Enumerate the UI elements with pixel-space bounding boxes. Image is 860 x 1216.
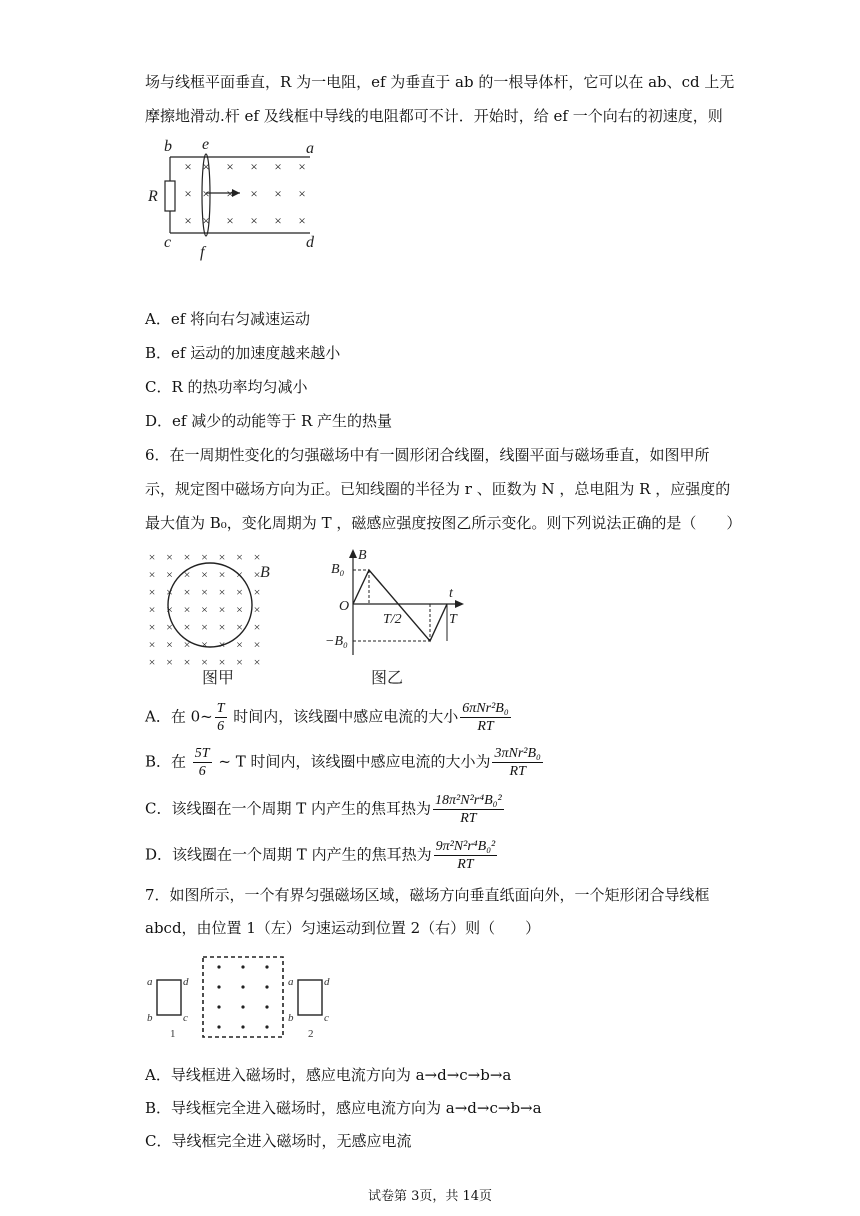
svg-text:×: × xyxy=(250,186,258,201)
svg-text:×: × xyxy=(202,213,210,228)
q5-text-line-1: 场与线框平面垂直，R 为一电阻，ef 为垂直于 ab 的一根导体杆，它可以在 ab、cd 上无 xyxy=(145,73,735,91)
svg-text:×: × xyxy=(166,550,173,564)
axis-b-label: B xyxy=(358,548,367,563)
svg-text:×: × xyxy=(166,637,173,652)
svg-text:×: × xyxy=(250,213,258,228)
label-f: f xyxy=(200,244,205,261)
svg-text:×: × xyxy=(250,159,258,174)
loop-position-1 xyxy=(157,980,181,1015)
svg-text:×: × xyxy=(236,567,243,582)
svg-text:b: b xyxy=(147,1012,153,1024)
svg-text:d: d xyxy=(183,976,189,988)
svg-text:×: × xyxy=(253,655,261,669)
svg-text:×: × xyxy=(148,655,156,669)
tick-t: T xyxy=(449,612,457,627)
svg-text:×: × xyxy=(218,637,226,652)
q6-option-d: D．该线圈在一个周期 T 内产生的焦耳热为 $\frac{\text{9π²N²r⁴B₀²}}{RT}$ xyxy=(145,839,496,872)
svg-text:×: × xyxy=(202,186,210,201)
label-c: c xyxy=(164,234,172,251)
q5-option-c: C．R 的热功率均匀减小 xyxy=(145,378,308,396)
svg-text:a: a xyxy=(288,976,294,988)
q6-option-a: A．在 0~ $\frac{T}{6}$ 时间内，该线圈中感应电流的大小 $\frac{\text{6πNr²B₀}}{RT}$ xyxy=(145,701,509,734)
svg-text:c: c xyxy=(324,1012,329,1024)
svg-text:×: × xyxy=(236,585,243,599)
svg-text:×: × xyxy=(183,550,191,564)
svg-text:×: × xyxy=(274,213,282,228)
origin-label: O xyxy=(339,599,350,614)
q6-text-line-3: 最大值为 B₀，变化周期为 T ，磁感应强度按图乙所示变化。则下列说法正确的是（ ） xyxy=(145,514,742,532)
axis-t-label: t xyxy=(449,586,453,601)
svg-text:×: × xyxy=(253,620,261,634)
svg-text:×: × xyxy=(218,585,226,599)
svg-text:×: × xyxy=(148,637,156,652)
svg-text:×: × xyxy=(236,637,243,652)
svg-text:×: × xyxy=(148,585,156,599)
svg-text:×: × xyxy=(166,655,173,669)
svg-text:×: × xyxy=(253,550,261,564)
svg-text:×: × xyxy=(183,602,191,617)
svg-text:×: × xyxy=(226,213,234,228)
q7-option-a: A．导线框进入磁场时，感应电流方向为 a→d→c→b→a xyxy=(145,1066,512,1084)
q6-option-c: C．该线圈在一个周期 T 内产生的焦耳热为 $\frac{\text{18π²N²r⁴B₀²}}{RT}$ xyxy=(145,793,502,826)
svg-text:×: × xyxy=(183,655,191,669)
svg-text:×: × xyxy=(166,602,173,617)
caption-yi: 图乙 xyxy=(370,670,404,687)
svg-text:×: × xyxy=(236,655,243,669)
svg-text:×: × xyxy=(253,585,261,599)
tick-t-half: T/2 xyxy=(383,612,402,627)
q5-text-line-2: 摩擦地滑动.杆 ef 及线框中导线的电阻都可不计．开始时，给 ef 一个向右的初速度，则 xyxy=(145,107,723,125)
svg-text:×: × xyxy=(148,620,156,634)
q6-text-line-2: 示，规定图中磁场方向为正。已知线圈的半径为 r 、匝数为 N ，总电阻为 R ，应强度的 xyxy=(145,480,731,498)
svg-text:×: × xyxy=(148,602,156,617)
svg-text:×: × xyxy=(253,567,261,582)
svg-text:×: × xyxy=(166,620,173,634)
svg-text:×: × xyxy=(201,585,208,599)
svg-text:×: × xyxy=(183,637,191,652)
rail-circuit-figure xyxy=(140,135,340,265)
svg-text:×: × xyxy=(183,585,191,599)
tick-neg-b0: −B₀ xyxy=(325,634,348,649)
resistor-r xyxy=(165,181,175,211)
loop-position-2 xyxy=(298,980,322,1015)
svg-text:×: × xyxy=(148,567,156,582)
tick-b0: B₀ xyxy=(331,562,345,577)
svg-text:×: × xyxy=(166,567,173,582)
svg-text:a: a xyxy=(147,976,153,988)
svg-text:×: × xyxy=(226,159,234,174)
svg-text:×: × xyxy=(201,620,208,634)
svg-text:×: × xyxy=(298,159,306,174)
q7-option-c: C．导线框完全进入磁场时，无感应电流 xyxy=(145,1132,412,1150)
figure-q7 xyxy=(143,955,343,1045)
svg-text:×: × xyxy=(253,637,261,652)
svg-text:×: × xyxy=(201,602,208,617)
svg-text:×: × xyxy=(201,637,208,652)
svg-text:×: × xyxy=(184,186,192,201)
svg-text:×: × xyxy=(236,550,243,564)
svg-text:×: × xyxy=(183,567,191,582)
svg-text:×: × xyxy=(218,620,226,634)
svg-text:d: d xyxy=(324,976,330,988)
svg-text:×: × xyxy=(218,655,226,669)
svg-text:c: c xyxy=(183,1012,188,1024)
figure-yi xyxy=(325,545,475,695)
svg-text:×: × xyxy=(184,159,192,174)
q7-text-line-2: abcd，由位置 1（左）匀速运动到位置 2（右）则（ ） xyxy=(145,919,541,937)
label-a: a xyxy=(306,140,314,157)
page-footer: 试卷第 3页，共 14页 xyxy=(367,1189,493,1204)
caption-jia: 图甲 xyxy=(201,670,235,687)
q5-option-d: D．ef 减少的动能等于 R 产生的热量 xyxy=(145,412,393,430)
b-field-waveform xyxy=(353,570,447,641)
label-b: b xyxy=(164,138,172,155)
svg-text:×: × xyxy=(236,602,243,617)
svg-text:×: × xyxy=(201,567,208,582)
svg-text:×: × xyxy=(166,585,173,599)
label-e: e xyxy=(202,136,210,153)
label-b-field: B xyxy=(260,564,270,581)
svg-text:×: × xyxy=(236,620,243,634)
svg-text:×: × xyxy=(183,620,191,634)
svg-text:×: × xyxy=(253,602,261,617)
svg-text:×: × xyxy=(218,567,226,582)
q5-option-a: A．ef 将向右匀减速运动 xyxy=(145,310,311,328)
label-r: R xyxy=(148,188,158,205)
q7-option-b: B．导线框完全进入磁场时，感应电流方向为 a→d→c→b→a xyxy=(145,1099,542,1117)
svg-text:×: × xyxy=(148,550,156,564)
field-region xyxy=(203,957,283,1037)
svg-text:×: × xyxy=(184,213,192,228)
svg-text:×: × xyxy=(202,159,210,174)
svg-text:×: × xyxy=(218,550,226,564)
svg-text:2: 2 xyxy=(308,1028,314,1040)
figure-jia xyxy=(140,545,290,695)
q7-text-line-1: 7．如图所示，一个有界匀强磁场区域，磁场方向垂直纸面向外，一个矩形闭合导线框 xyxy=(145,886,710,904)
svg-text:b: b xyxy=(288,1012,294,1024)
svg-text:×: × xyxy=(298,186,306,201)
svg-text:1: 1 xyxy=(170,1028,176,1040)
svg-text:×: × xyxy=(274,159,282,174)
svg-text:×: × xyxy=(201,655,208,669)
q6-text-line-1: 6．在一周期性变化的匀强磁场中有一圆形闭合线圈，线圈平面与磁场垂直，如图甲所 xyxy=(145,446,710,464)
label-d: d xyxy=(306,234,314,251)
q6-option-b: B．在 $\frac{5T}{6}$ ~ T 时间内，该线圈中感应电流的大小为 $\frac{\text{3πNr²B₀}}{RT}$ xyxy=(145,746,541,779)
q5-option-b: B．ef 运动的加速度越来越小 xyxy=(145,344,341,362)
svg-text:×: × xyxy=(298,213,306,228)
svg-text:×: × xyxy=(218,602,226,617)
svg-text:×: × xyxy=(274,186,282,201)
svg-text:×: × xyxy=(201,550,208,564)
svg-text:×: × xyxy=(226,186,234,201)
